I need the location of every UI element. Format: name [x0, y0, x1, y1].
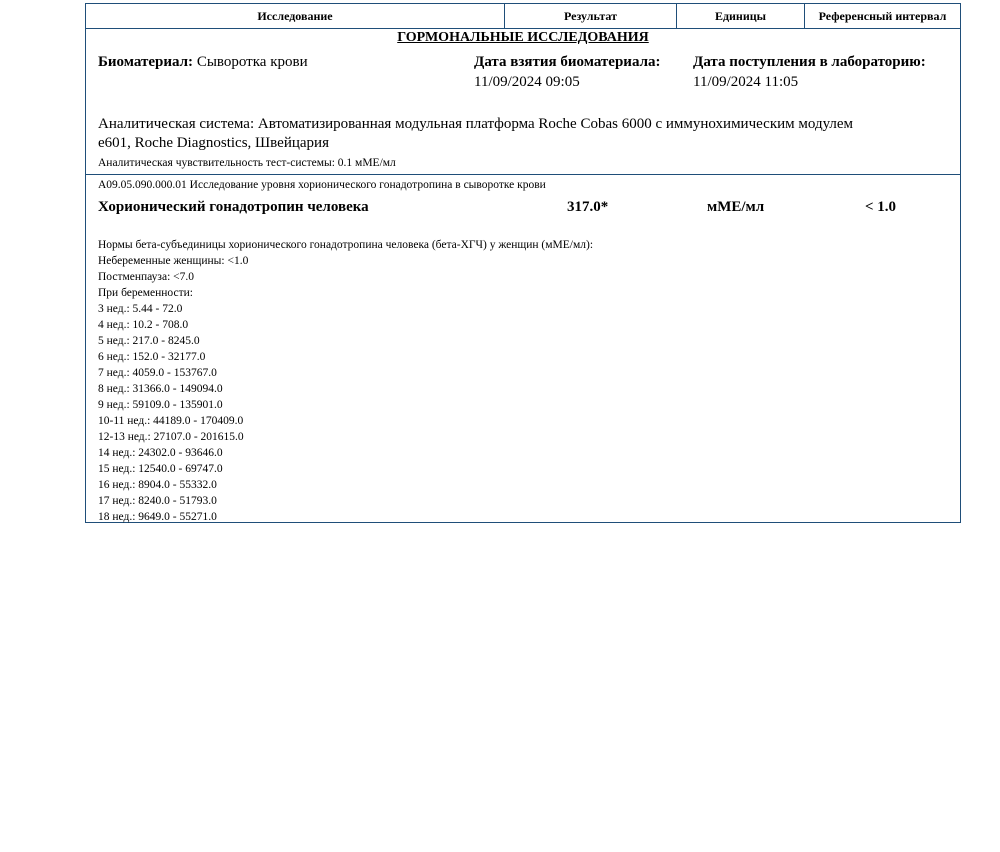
- reference-note-line: 6 нед.: 152.0 - 32177.0: [98, 351, 206, 363]
- reference-note-line: Нормы бета-субъединицы хорионического гонадотропина человека (бета-ХГЧ) у женщин (мМЕ/мл):: [98, 239, 594, 251]
- biomaterial-row: [98, 54, 308, 71]
- reference-note-line: 4 нед.: 10.2 - 708.0: [98, 319, 189, 331]
- reference-note-line: 18 нед.: 9649.0 - 55271.0: [98, 511, 217, 523]
- reference-note-line: 14 нед.: 24302.0 - 93646.0: [98, 447, 223, 459]
- biomaterial-label: Биоматериал:: [98, 54, 194, 70]
- arrival-date-value: 11/09/2024 11:05: [693, 74, 799, 90]
- reference-note-line: 7 нед.: 4059.0 - 153767.0: [98, 367, 217, 379]
- column-header-result: Результат: [505, 4, 677, 28]
- reference-note-line: 17 нед.: 8240.0 - 51793.0: [98, 495, 217, 507]
- reference-note-line: 8 нед.: 31366.0 - 149094.0: [98, 383, 223, 395]
- column-header-reference: Референсный интервал: [818, 8, 947, 23]
- sensitivity-note: Аналитическая чувствительность тест-системы: 0.1 мМЕ/мл: [98, 157, 396, 169]
- reference-note-line: 3 нед.: 5.44 - 72.0: [98, 303, 183, 315]
- analytical-system-line1: Аналитическая система: Автоматизированная модульная платформа Roche Cobas 6000 с иммунохимическим модулем: [98, 116, 854, 132]
- column-header-units: Единицы: [677, 4, 805, 28]
- reference-note-line: 12-13 нед.: 27107.0 - 201615.0: [98, 431, 244, 443]
- column-header-study: Исследование: [86, 4, 505, 28]
- reference-note-line: 10-11 нед.: 44189.0 - 170409.0: [98, 415, 244, 427]
- divider: [85, 174, 961, 175]
- reference-notes: [98, 237, 593, 525]
- test-code-line: A09.05.090.000.01 Исследование уровня хорионического гонадотропина в сыворотке крови: [98, 179, 546, 191]
- reference-note-line: 9 нед.: 59109.0 - 135901.0: [98, 399, 223, 411]
- section-title: ГОРМОНАЛЬНЫЕ ИССЛЕДОВАНИЯ: [397, 30, 649, 45]
- reference-note-line: 5 нед.: 217.0 - 8245.0: [98, 335, 200, 347]
- sampling-date-label: Дата взятия биоматериала:: [474, 54, 661, 70]
- reference-note-line: 16 нед.: 8904.0 - 55332.0: [98, 479, 217, 491]
- reference-note-line: Постменпауза: <7.0: [98, 271, 195, 283]
- test-result: 317.0*: [567, 199, 609, 215]
- test-reference: < 1.0: [865, 199, 897, 215]
- reference-note-line: При беременности:: [98, 287, 193, 299]
- biomaterial-value: Сыворотка крови: [196, 54, 308, 70]
- test-name: Хорионический гонадотропин человека: [98, 199, 369, 215]
- analytical-system-line2: e601, Roche Diagnostics, Швейцария: [98, 135, 329, 151]
- test-units: мМЕ/мл: [707, 199, 765, 215]
- arrival-date-label: Дата поступления в лабораторию:: [693, 54, 926, 70]
- table-header-row: [86, 4, 960, 29]
- lab-report-frame: [85, 3, 961, 523]
- reference-note-line: Небеременные женщины: <1.0: [98, 255, 249, 267]
- reference-note-line: 15 нед.: 12540.0 - 69747.0: [98, 463, 223, 475]
- sampling-date-value: 11/09/2024 09:05: [474, 74, 580, 90]
